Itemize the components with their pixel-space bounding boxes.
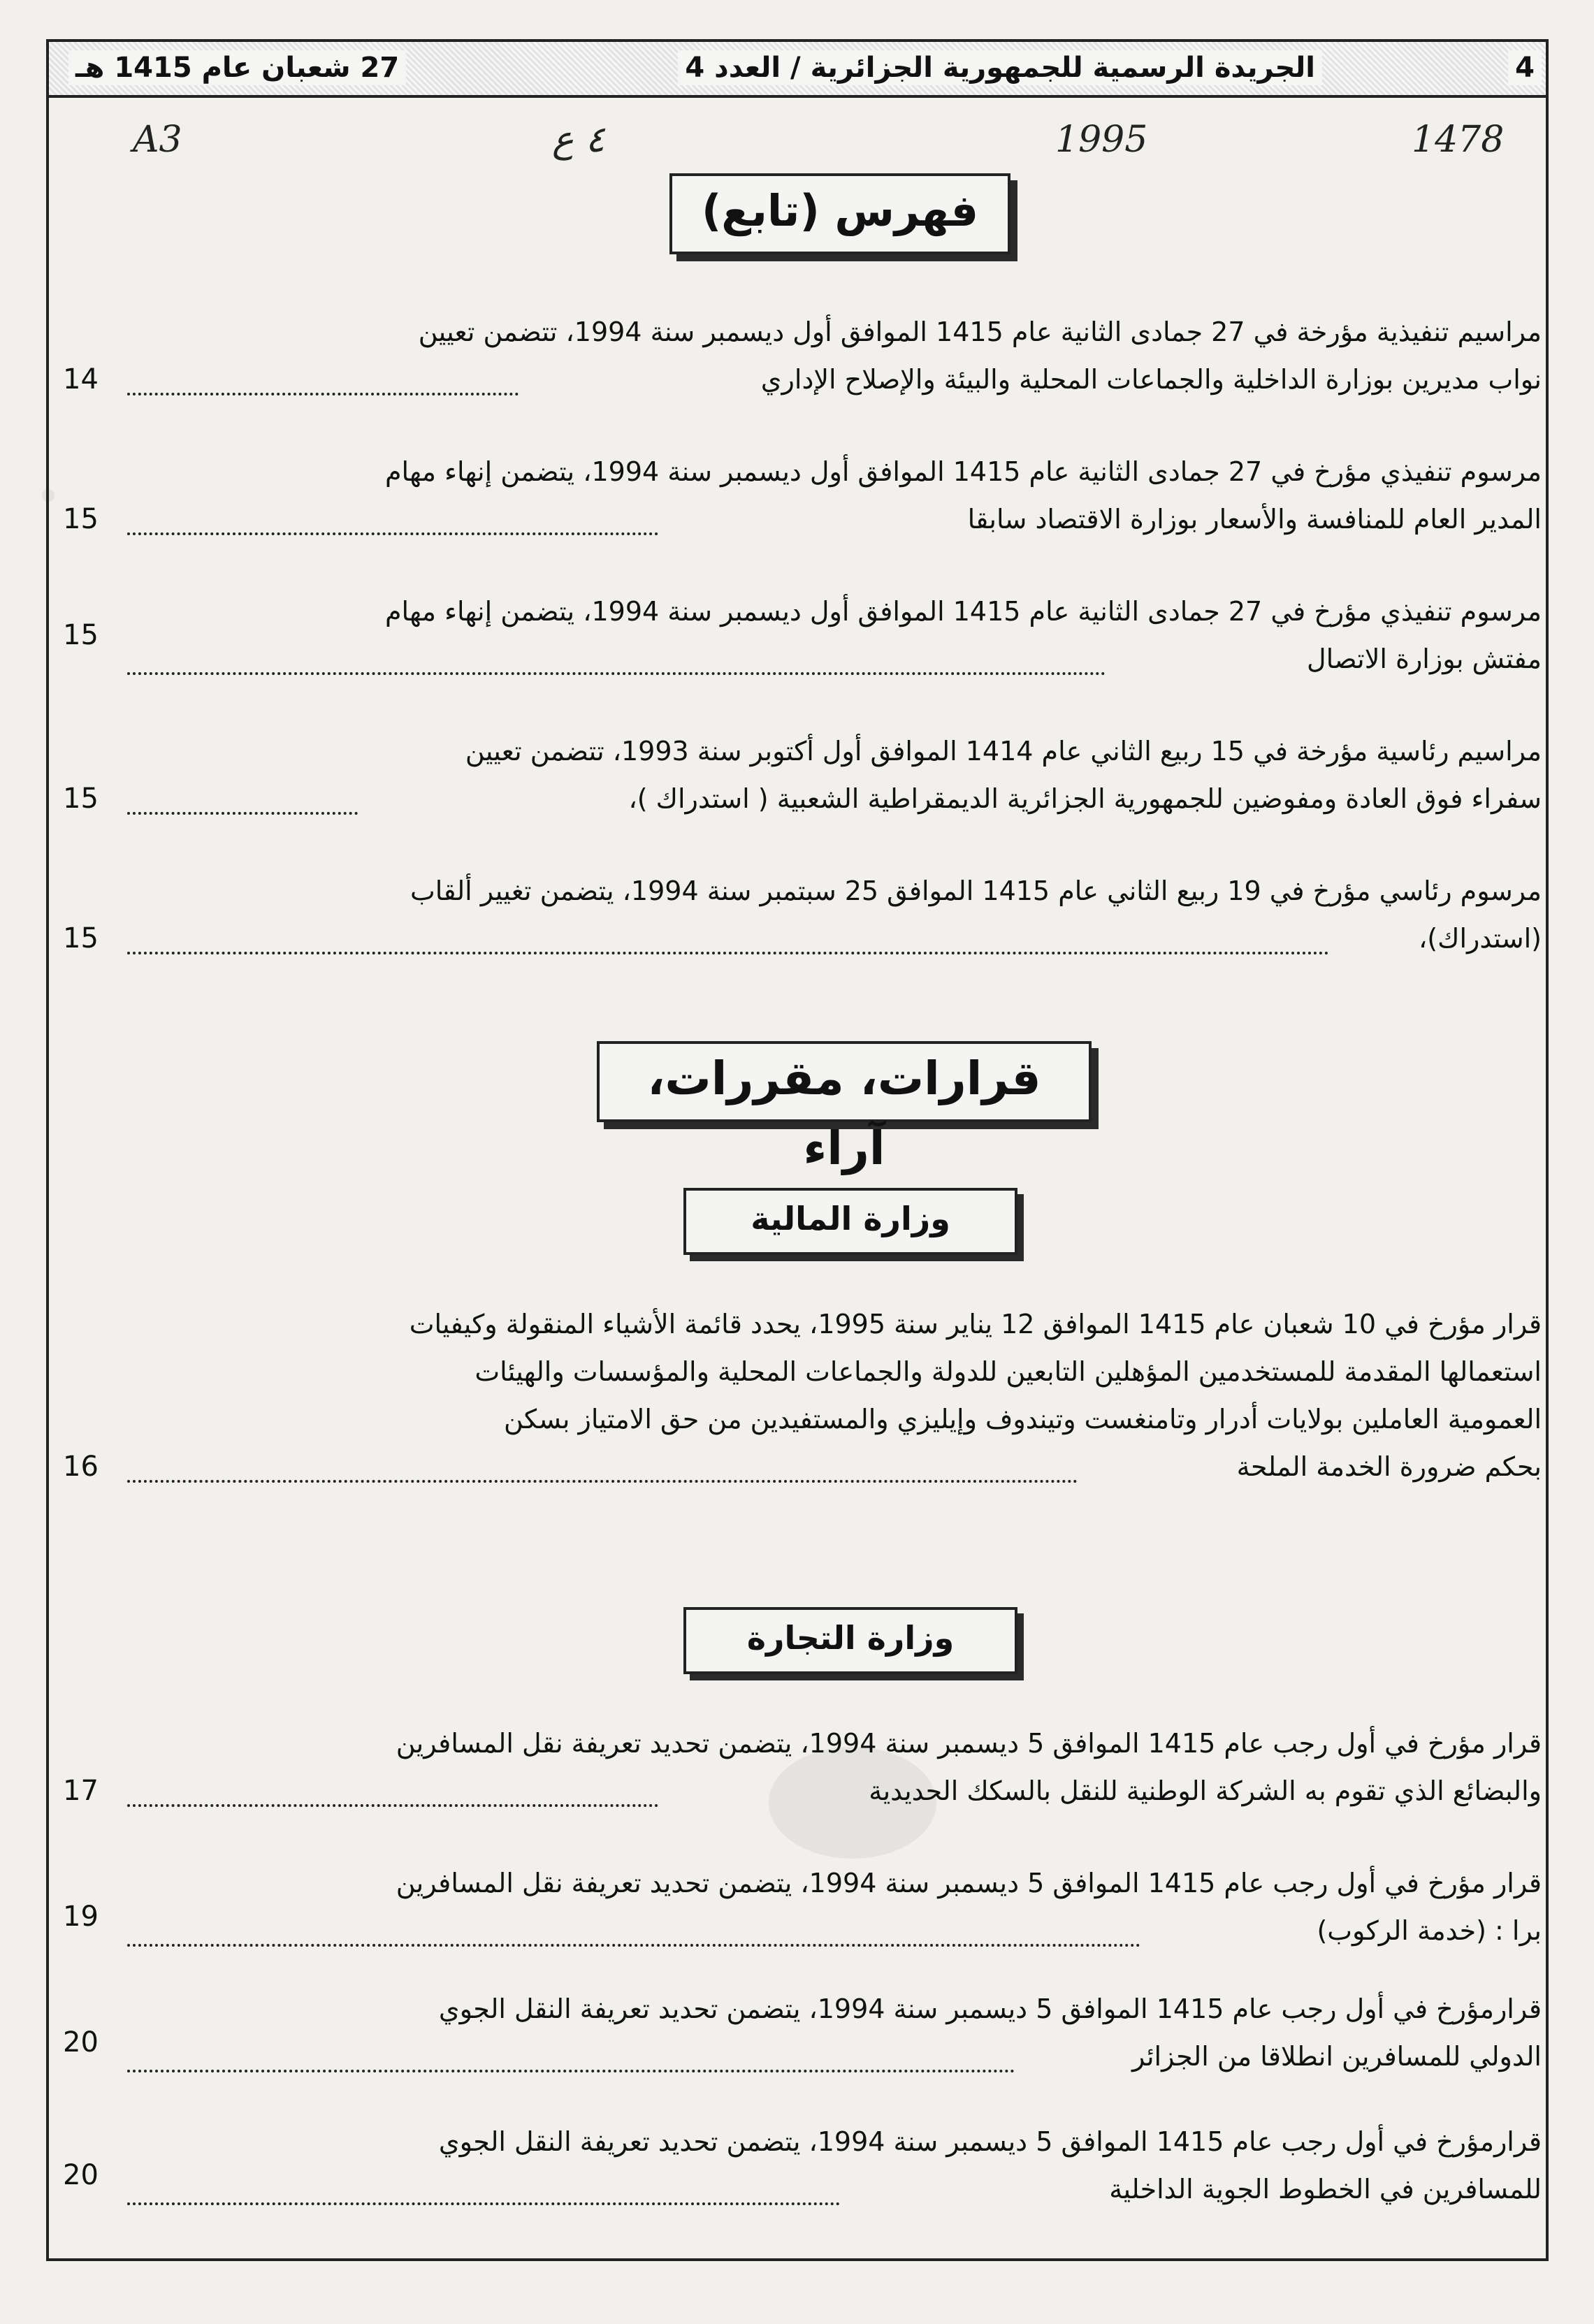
header-title: الجريدة الرسمية للجمهورية الجزائرية / العدد 4 (678, 50, 1322, 85)
leader-dots (127, 531, 658, 535)
index-entry (43, 734, 1546, 831)
leader-dots (127, 391, 519, 395)
handwritten-code: A3 (133, 119, 182, 161)
index-entry (43, 454, 1546, 552)
entry-page-number: 19 (63, 1901, 99, 1933)
index-entry (43, 1866, 1546, 1963)
entry-line: والبضائع الذي تقوم به الشركة الوطنية للنقل بالسكك الحديدية (869, 1775, 1542, 1806)
handwritten-number: 1478 (1412, 119, 1505, 161)
entry-line: (استدراك)، (1419, 923, 1542, 954)
index-entry (43, 1991, 1546, 2089)
entry-line: قرار مؤرخ في 10 شعبان عام 1415 الموافق 12 يناير سنة 1995، يحدد قائمة الأشياء المنقولة وكيفيات (409, 1309, 1542, 1339)
handwritten-year: 1995 (1055, 119, 1148, 161)
entry-line: مرسوم تنفيذي مؤرخ في 27 جمادى الثانية عام 1415 الموافق أول ديسمبر سنة 1994، يتضمن إنهاء مهام (385, 456, 1542, 487)
entry-line: مفتش بوزارة الاتصال (1307, 644, 1542, 674)
leader-dots (127, 950, 1329, 954)
entry-line: الدولي للمسافرين انطلاقا من الجزائر (1132, 2041, 1542, 2072)
index-entry (43, 873, 1546, 971)
entry-line: مرسوم رئاسي مؤرخ في 19 ربيع الثاني عام 1415 الموافق 25 سبتمبر سنة 1994، يتضمن تغيير ألقاب (410, 876, 1542, 906)
entry-line: قرار مؤرخ في أول رجب عام 1415 الموافق 5 ديسمبر سنة 1994، يتضمن تحديد تعريفة نقل المسافرين (396, 1868, 1542, 1898)
entry-page-number: 17 (63, 1775, 99, 1807)
leader-dots (127, 2068, 1015, 2072)
entry-line: نواب مديرين بوزارة الداخلية والجماعات المحلية والبيئة والإصلاح الإداري (760, 364, 1542, 395)
header-date: 27 شعبان عام 1415 هـ (68, 50, 406, 85)
ministry-finance-title: وزارة المالية (751, 1200, 950, 1237)
index-title: فهرس (تابع) (701, 185, 979, 236)
entry-line: مرسوم تنفيذي مؤرخ في 27 جمادى الثانية عام 1415 الموافق أول ديسمبر سنة 1994، يتضمن إنهاء مهام (385, 596, 1542, 627)
ministry-finance-box (683, 1188, 1017, 1255)
page-header (49, 42, 1546, 98)
entry-line: مراسيم تنفيذية مؤرخة في 27 جمادى الثانية عام 1415 الموافق أول ديسمبر سنة 1994، تتضمن تعيين (418, 317, 1542, 347)
entry-page-number: 15 (63, 503, 99, 535)
leader-dots (127, 671, 1106, 675)
ministry-commerce-box (683, 1607, 1017, 1674)
decisions-title-box (597, 1041, 1092, 1175)
entry-line: سفراء فوق العادة ومفوضين للجمهورية الجزائرية الديمقراطية الشعبية ( استدراك )، (628, 783, 1542, 814)
entry-line: قرارمؤرخ في أول رجب عام 1415 الموافق 5 ديسمبر سنة 1994، يتضمن تحديد تعريفة النقل الجوي (438, 1993, 1542, 2024)
entry-page-number: 14 (63, 363, 99, 395)
index-entry (43, 2124, 1546, 2222)
handwritten-mark: ٤ ع (552, 119, 605, 161)
entry-line: برا : (خدمة الركوب) (1317, 1915, 1542, 1946)
entry-line: مراسيم رئاسية مؤرخة في 15 ربيع الثاني عام 1414 الموافق أول أكتوبر سنة 1993، تتضمن تعيين (465, 736, 1542, 767)
leader-dots (127, 2201, 840, 2205)
decisions-title: قرارات، مقررات، آراء (647, 1052, 1041, 1175)
entry-line: قرارمؤرخ في أول رجب عام 1415 الموافق 5 ديسمبر سنة 1994، يتضمن تحديد تعريفة النقل الجوي (438, 2126, 1542, 2157)
leader-dots (127, 1942, 1140, 1947)
entry-line: للمسافرين في الخطوط الجوية الداخلية (1109, 2174, 1542, 2205)
entry-line: العمومية العاملين بولايات أدرار وتامنغست وتيندوف وإيليزي والمستفيدين من حق الامتياز بسكن (504, 1404, 1542, 1435)
index-entry (43, 594, 1546, 692)
entry-page-number: 20 (63, 2026, 99, 2058)
leader-dots (127, 1803, 658, 1807)
entry-line: المدير العام للمنافسة والأسعار بوزارة الاقتصاد سابقا (967, 504, 1542, 535)
index-entry (43, 314, 1546, 412)
entry-page-number: 15 (63, 619, 99, 651)
index-title-box (669, 173, 1010, 254)
entry-page-number: 15 (63, 783, 99, 815)
entry-page-number: 16 (63, 1451, 99, 1483)
entry-line: استعمالها المقدمة للمستخدمين المؤهلين التابعين للدولة والجماعات المحلية والمؤسسات والهيئات (474, 1356, 1542, 1387)
entry-line: قرار مؤرخ في أول رجب عام 1415 الموافق 5 ديسمبر سنة 1994، يتضمن تحديد تعريفة نقل المسافرين (396, 1728, 1542, 1759)
ministry-commerce-title: وزارة التجارة (746, 1619, 955, 1657)
entry-page-number: 20 (63, 2159, 99, 2191)
header-page-number: 4 (1508, 50, 1542, 85)
entry-page-number: 15 (63, 922, 99, 954)
entry-line: بحكم ضرورة الخدمة الملحة (1236, 1451, 1542, 1482)
leader-dots (127, 1479, 1078, 1483)
leader-dots (127, 811, 358, 815)
index-entry (43, 1726, 1546, 1824)
index-entry (43, 1307, 1546, 1516)
document-page (46, 39, 1549, 2261)
